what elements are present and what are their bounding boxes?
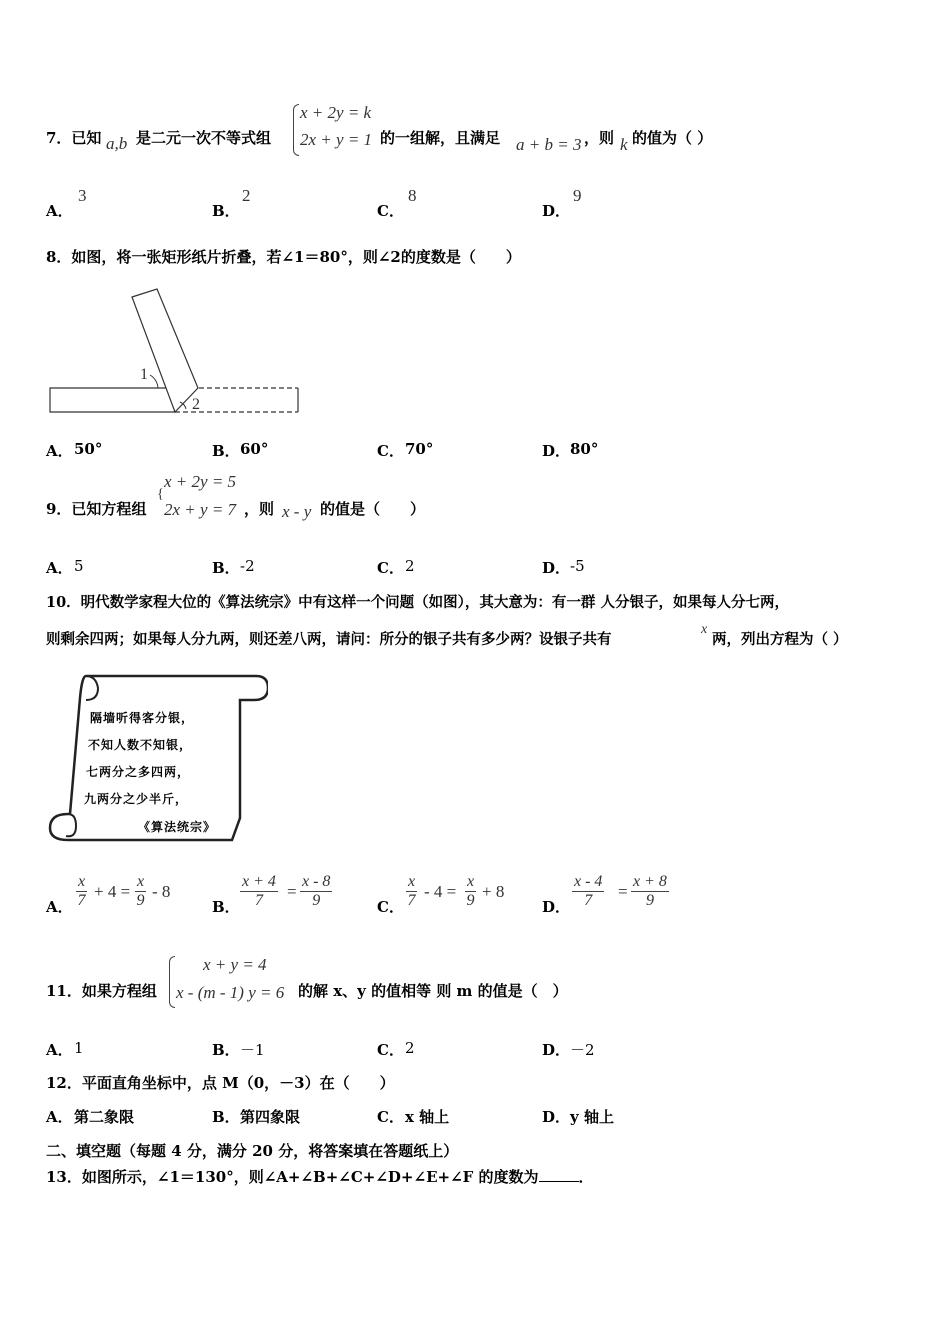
q10-option-c-op1: - 4 = — [424, 882, 457, 901]
q7-brace — [293, 104, 299, 156]
q9-expr: x - y — [282, 502, 312, 521]
q7-option-c-value: 8 — [408, 186, 417, 205]
q9-end: 的值是（ ） — [320, 500, 426, 518]
q10-option-b-op1: = — [287, 882, 297, 901]
q10-option-a-op1: + 4 = — [94, 882, 131, 901]
scroll-line-3: 七两分之多四两， — [86, 765, 191, 779]
q10-option-a-label: A． — [46, 898, 73, 916]
q7-mid: 是二元一次不等式组 — [136, 129, 272, 147]
scroll-line-4: 九两分之少半斤， — [84, 792, 189, 806]
q10-option-d-frac1: $\frac{x - 4}{7}$ — [574, 873, 603, 909]
q9-option-c-value: 2 — [405, 557, 415, 575]
q7-end: 的值为（ ） — [632, 129, 713, 147]
q8-text: 8．如图，将一张矩形纸片折叠，若∠1＝80°，则∠2的度数是（ ） — [46, 248, 521, 266]
q8-option-d-value: 80° — [570, 440, 599, 458]
q7-option-d-value: 9 — [573, 186, 582, 205]
q7-after: 的一组解，且满足 — [380, 129, 501, 147]
q12-option-b-value: 第四象限 — [240, 1108, 301, 1126]
scroll-line-2: 不知人数不知银， — [88, 738, 193, 752]
q11-option-c-value: 2 — [405, 1039, 415, 1057]
q11-option-d-value: －2 — [570, 1041, 595, 1059]
q10-option-c-frac1: $\frac{x}{7}$ — [407, 873, 416, 909]
q7-k: k — [620, 135, 628, 154]
q8-option-c-value: 70° — [405, 440, 434, 458]
q7-eq1: x + 2y = k — [300, 103, 372, 122]
q11-end: 的解 x、y 的值相等 则 m 的值是（ ） — [298, 982, 568, 1000]
q13-text: 13．如图所示，∠1＝130°，则∠A+∠B+∠C+∠D+∠E+∠F 的度数为 — [46, 1168, 539, 1186]
q12-option-d-label: D． — [542, 1108, 571, 1126]
q11-eq1: x + y = 4 — [203, 955, 267, 974]
q12-option-b-label: B． — [212, 1108, 240, 1126]
q9-prefix: 9．已知方程组 — [46, 500, 147, 518]
q10-option-a-frac2: $\frac{x}{9}$ — [136, 873, 145, 909]
q7-then: ，则 — [584, 129, 615, 147]
q10-option-d-label: D． — [542, 898, 571, 916]
q7-vars-ab: a,b — [106, 134, 128, 153]
q11-option-b-value: －1 — [240, 1041, 265, 1059]
q10-option-c-label: C． — [377, 898, 404, 916]
q12-option-c-value: x 轴上 — [405, 1108, 450, 1126]
q7-eq2: 2x + y = 1 — [300, 130, 373, 149]
q11-eq2: x - (m - 1) y = 6 — [176, 983, 285, 1002]
q8-folded-rectangle-figure — [40, 285, 310, 420]
q9-option-d-value: -5 — [570, 557, 585, 575]
q9-option-d-label: D． — [542, 559, 571, 577]
q10-option-b-label: B． — [212, 898, 240, 916]
q10-scroll-figure — [46, 668, 268, 850]
q10-option-d-op1: = — [618, 882, 628, 901]
section-2-title: 二、填空题（每题 4 分，满分 20 分，将答案填在答题纸上） — [46, 1142, 459, 1160]
q7-prefix: 7．已知 — [46, 129, 102, 147]
q8-folded-strip — [132, 289, 198, 412]
scroll-line-5: 《算法统宗》 — [138, 820, 217, 834]
q8-rect-left — [50, 388, 175, 412]
q13-end: ． — [578, 1168, 594, 1186]
q13-answer-blank — [539, 1167, 579, 1182]
q11-prefix: 11．如果方程组 — [46, 982, 157, 1000]
scroll-line-1: 隔墙听得客分银， — [90, 711, 195, 725]
q10-option-a-op2: - 8 — [152, 882, 171, 901]
q12-text: 12．平面直角坐标中，点 M（0，－3）在（ ） — [46, 1074, 395, 1092]
q7-cond: a + b = 3 — [516, 135, 582, 154]
q11-option-c-label: C． — [377, 1041, 404, 1059]
q12-option-a-label: A． — [46, 1108, 73, 1126]
q8-option-b-value: 60° — [240, 440, 269, 458]
q9-option-b-value: -2 — [240, 557, 255, 575]
q10-option-b-frac1: $\frac{x + 4}{7}$ — [242, 873, 276, 909]
q8-option-b-label: B． — [212, 442, 240, 460]
q9-eq2: 2x + y = 7 — [164, 500, 237, 519]
q8-option-a-label: A． — [46, 442, 73, 460]
q9-eq1: x + 2y = 5 — [164, 472, 237, 491]
q10-line1: 10．明代数学家程大位的《算法统宗》中有这样一个问题（如图），其大意为：有一群 人分银子，如果每人分七两， — [46, 594, 789, 611]
q10-option-c-frac2: $\frac{x}{9}$ — [466, 873, 475, 909]
q8-label-1: 1 — [140, 366, 148, 383]
question-13 — [46, 1166, 594, 1187]
q7-option-c-label: C． — [377, 202, 404, 220]
q10-line2a: 则剩余四两；如果每人分九两，则还差八两，请问：所分的银子共有多少两？设银子共有 — [46, 631, 612, 648]
q7-option-d-label: D． — [542, 202, 571, 220]
q7-option-b-label: B． — [212, 202, 240, 220]
q11-option-d-label: D． — [542, 1041, 571, 1059]
q9-option-b-label: B． — [212, 559, 240, 577]
q10-line2b: 两，列出方程为（ ） — [712, 631, 848, 648]
q7-option-b-value: 2 — [242, 186, 251, 205]
q11-option-a-label: A． — [46, 1041, 73, 1059]
q10-x: x — [701, 622, 708, 637]
q7-option-a-value: 3 — [78, 186, 87, 205]
q10-option-a-frac1: $\frac{x}{7}$ — [77, 873, 86, 909]
q10-option-c-op2: + 8 — [482, 882, 505, 901]
q8-option-a-value: 50° — [74, 440, 103, 458]
q9-option-a-label: A． — [46, 559, 73, 577]
q8-angle-1-arc — [150, 375, 158, 388]
q9-brace-glyph: { — [157, 487, 164, 502]
q11-brace — [169, 956, 175, 1008]
q8-option-d-label: D． — [542, 442, 571, 460]
scroll-outline — [50, 676, 268, 840]
q9-then: ，则 — [244, 500, 275, 518]
q12-option-d-value: y 轴上 — [570, 1108, 614, 1126]
q9-option-a-value: 5 — [74, 557, 84, 575]
q10-option-b-frac2: $\frac{x - 8}{9}$ — [302, 873, 331, 909]
q8-label-2: 2 — [192, 396, 200, 413]
q9-option-c-label: C． — [377, 559, 404, 577]
q12-option-c-label: C． — [377, 1108, 404, 1126]
q11-option-a-value: 1 — [74, 1039, 84, 1057]
q11-option-b-label: B． — [212, 1041, 240, 1059]
q12-option-a-value: 第二象限 — [74, 1108, 135, 1126]
q7-option-a-label: A． — [46, 202, 73, 220]
q10-option-d-frac2: $\frac{x + 8}{9}$ — [633, 873, 667, 909]
q8-option-c-label: C． — [377, 442, 404, 460]
